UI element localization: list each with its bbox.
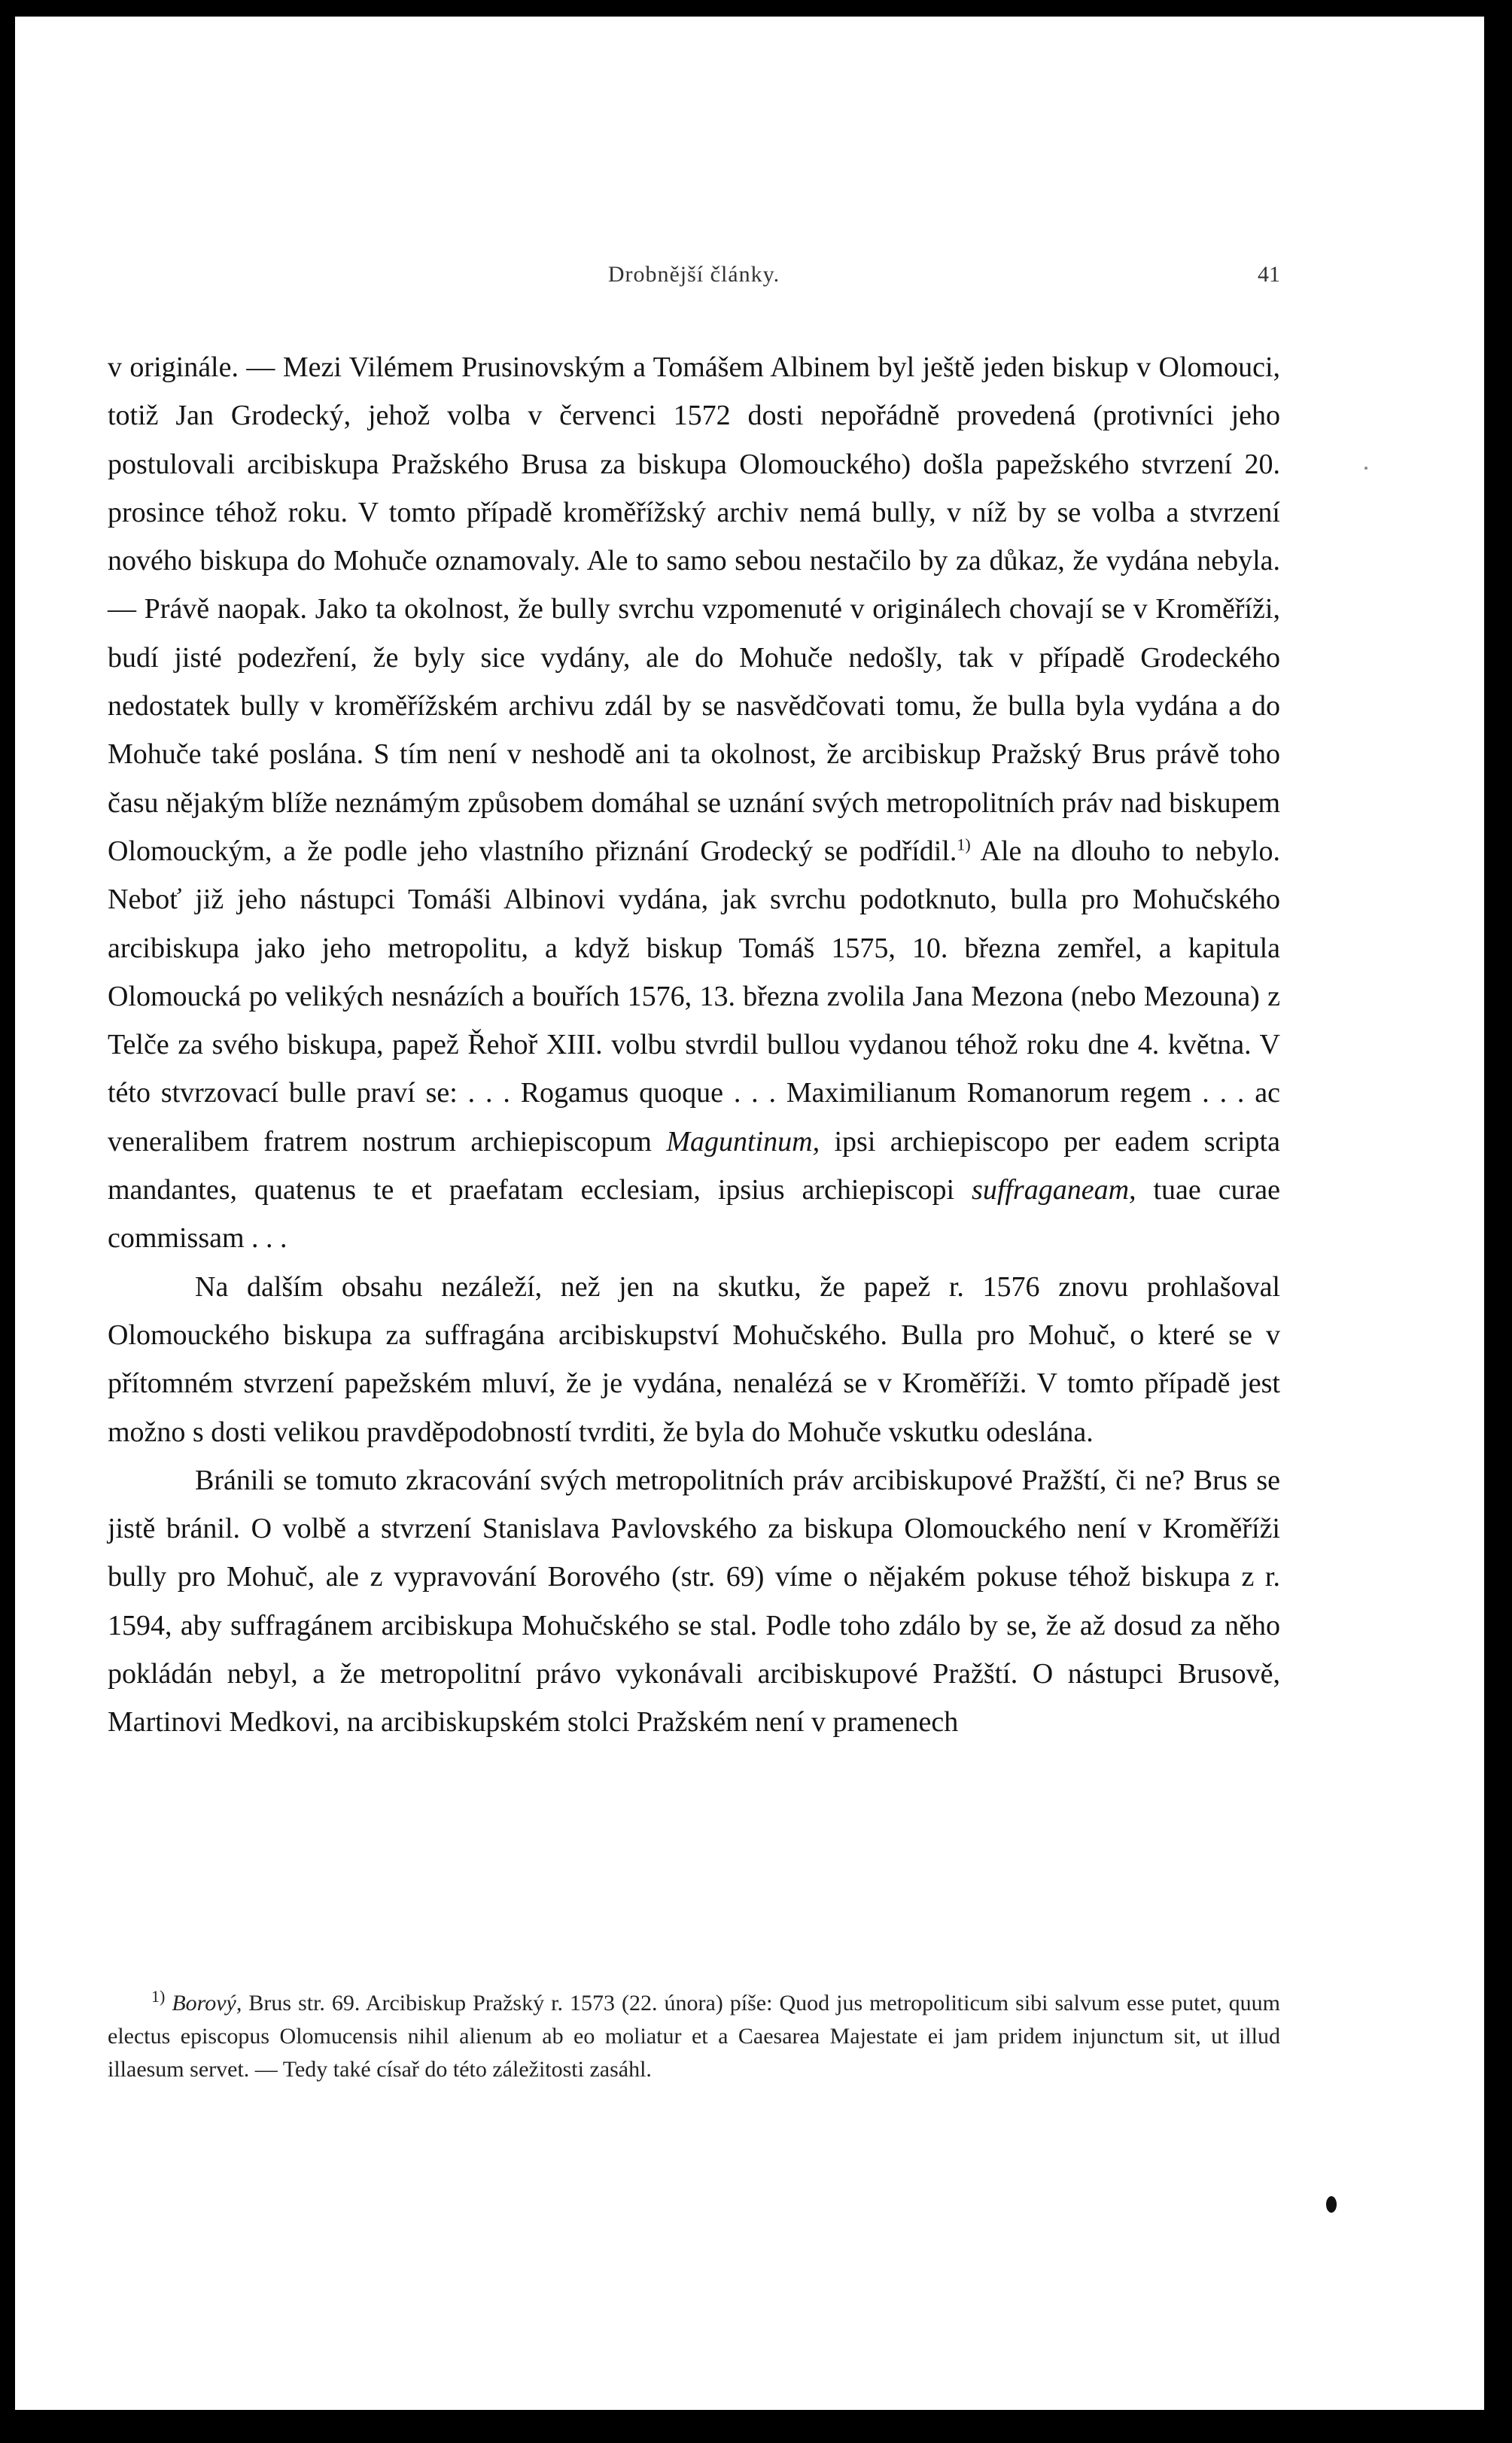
footnote-text: Brus str. 69. Arcibiskup Pražský r. 1573 (22. února) píše: Quod jus metropoliticum sibi salvum esse putet, quum electus episcopus Olomucensis nihil alienum ab eo moliatur et a Caesarea Majestate ei jam pridem injunctum sit, ut illud illaesum servet. — Tedy také císař do této záležitosti zasáhl. (108, 1991, 1280, 2082)
paragraph-3: Bránili se tomuto zkracování svých metropolitních práv arcibiskupové Pražští, či ne? Brus se jistě bránil. O volbě a stvrzení Stanislava Pavlovského za biskupa Olomouckého není v Kroměříži bully pro Mohuč, ale z vypravování Borového (str. 69) víme o nějakém pokuse téhož biskupa z r. 1594, aby suffragánem arcibiskupa Mohučského se stal. Podle toho zdálo by se, že až dosud za něho pokládán nebyl, a že metropolitní právo vykonávali arcibiskupové Pražští. O nástupci Brusově, Martinovi Medkovi, na arcibiskupském stolci Pražském není v pramenech (108, 1464, 1280, 1739)
ink-blot-mark (1326, 2196, 1337, 2213)
running-header (108, 262, 1280, 300)
paragraph-1 (108, 343, 1280, 1263)
speck-mark (1364, 467, 1367, 470)
paragraph-1-part-a: v originále. — Mezi Vilémem Prusinovským a Tomášem Albinem byl ještě jeden biskup v Olomouci, totiž Jan Grodecký, jehož volba v červenci 1572 dosti nepořádně provedená (protivníci jeho postulovali arcibiskupa Pražského Brusa za biskupa Olomouckého) došla papežského stvrzení 20. prosince téhož roku. V tomto případě kroměřížský archiv nemá bully, v níž by se volba a stvrzení nového biskupa do Mohuče oznamovaly. Ale to samo sebou nestačilo by za důkaz, že vydána nebyla. — Právě naopak. Jako ta okolnost, že bully svrchu vzpomenuté v originálech chovají se v Kroměříži, budí jisté podezření, že byly sice vydány, ale do Mohuče nedošly, tak v případě Grodeckého nedostatek bully v kroměřížském archivu zdál by se nasvědčovati tomu, že bulla byla vydána a do Mohuče také poslána. S tím není v neshodě ani ta okolnost, že arcibiskup Pražský Brus právě toho času nějakým blíže neznámým způsobem domáhal se uznání svých metropolitních práv nad biskupem Olomouckým, a že podle jeho vlastního přiznání Grodecký se podřídil. (108, 351, 1280, 867)
footnote (108, 1987, 1280, 2086)
footnote-author: Borový, (172, 1991, 242, 2016)
paragraph-2: Na dalším obsahu nezáleží, než jen na skutku, že papež r. 1576 znovu prohlašoval Olomouckého biskupa za suffragána arcibiskupství Mohučského. Bulla pro Mohuč, o které se v přítomném stvrzení papežském mluví, že je vydána, nenalézá se v Kroměříži. V tomto případě jest možno s dosti velikou pravděpodobností tvrditi, že byla do Mohuče vskutku odeslána. (108, 1270, 1280, 1448)
footnote-mark: 1) (151, 1987, 166, 2006)
italic-term-suffraganeam: suffraganeam, (972, 1174, 1136, 1206)
page-number: 41 (1258, 262, 1280, 287)
paragraph-1-part-c: ipsi archiepiscopo per eadem scripta mandantes, quatenus te et praefatam ecclesiam, ipsius archiepiscopi (108, 1125, 1280, 1206)
paragraph-1-part-d: tuae curae commissam . . . (108, 1174, 1280, 1255)
paragraph-1-part-b: Ale na dlouho to nebylo. Neboť již jeho nástupci Tomáši Albinovi vydána, jak svrchu podotknuto, bulla pro Mohučského arcibiskupa jako jeho metropolitu, a když biskup Tomáš 1575, 10. března zemřel, a kapitula Olomoucká po velikých nesnázích a bouřích 1576, 13. března zvolila Jana Mezona (nebo Mezouna) z Telče za svého biskupa, papež Řehoř XIII. volbu stvrdil bullou vydanou téhož roku dne 4. května. V této stvrzovací bulle praví se: . . . Rogamus quoque . . . Maximilianum Romanorum regem . . . ac veneralibem fratrem nostrum archiepiscopum (108, 835, 1280, 1158)
footnote-paragraph (108, 1987, 1280, 2086)
header-title: Drobnější články. (607, 262, 780, 287)
body-text (108, 343, 1280, 1747)
italic-term-maguntinum: Maguntinum, (666, 1125, 820, 1158)
footnote-reference: 1) (957, 835, 971, 854)
